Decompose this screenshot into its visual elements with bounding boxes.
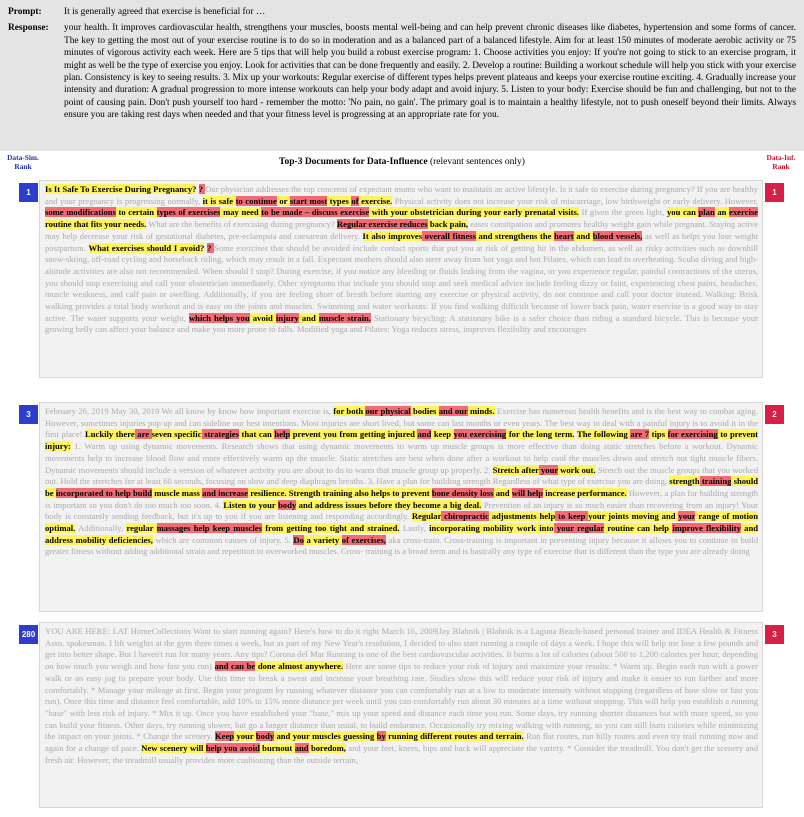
highlight-strong: routine that fits your needs. xyxy=(45,219,147,230)
highlight-influential: are xyxy=(134,429,152,440)
highlight-influential: of xyxy=(351,195,359,206)
prompt-row xyxy=(8,6,796,18)
highlight-strong: routine can help xyxy=(604,523,673,534)
highlight-strong: types xyxy=(327,195,352,206)
document-card xyxy=(39,180,763,378)
highlight-strong: and your muscles guessing xyxy=(274,731,377,742)
highlight-influential: to be made – discuss exercise xyxy=(261,207,370,218)
document-text: YOU ARE HERE: LAT HomeCollections Want to start running again? Here's how to do it right March 16, 2009|Jay Blahnik | Blahnik is a Laguna Beach-based personal trainer and IDEA Health & Fitness Assn. spokesman. I lift weights at the gym three times a week, but as part of my New Year's resolution, I decided to also start running a couple of days a week. I hope this will help me lose a few pounds and get into better shape. But I haven't run for many years. Any tips? Corona del Mar Running is one of the best cardiovascular activities. It burns a lot of calories (about 500 to 1,200 calories per hour, depending on how much you weigh and how fast you run) xyxy=(45,626,758,672)
highlight-strong: strength xyxy=(669,476,700,487)
highlight-influential: some modifications xyxy=(45,207,116,218)
document-text: as well as helps you lose weight postpartum. xyxy=(45,230,758,253)
highlight-strong: a variety xyxy=(303,534,342,545)
highlight-influential: improve flexibility xyxy=(672,523,741,534)
highlight-strong: increase performance. xyxy=(543,487,627,498)
highlight-influential: bone density loss xyxy=(431,487,494,498)
document-text: If given the green light, xyxy=(578,207,667,218)
document-text: Physical activity does not increase your risk of miscarriage, low birthweight or early delivery. However, xyxy=(392,195,758,206)
highlight-influential: ? xyxy=(207,242,215,253)
document-card xyxy=(39,622,763,808)
highlight-influential: which helps you xyxy=(188,312,250,323)
highlight-strong: bodies xyxy=(410,406,439,416)
highlight-strong: and xyxy=(298,312,319,323)
highlight-strong: adjustments help xyxy=(488,511,556,522)
highlight-influential: your xyxy=(538,464,559,475)
highlight-strong: with your obstetrician during your early prenatal visits. xyxy=(369,207,579,218)
highlight-strong: or xyxy=(276,195,290,206)
highlight-influential: exercise xyxy=(729,207,758,218)
response-text: your health. It improves cardiovascular health, strengthens your muscles, boosts mental well-being and can help prevent chronic diseases like diabetes, hypertension and some forms of cancer. The key to getting the most out of your exercise routine is to do so in moderation and as a balanced part of a balanced lifestyle. Aim for at least 150 minutes of moderate aerobic activity or 75 minutes of vigorous activity each week. Here are 5 tips that will help you build a robust exercise program: 1. Choose activities you enjoy: If you're not going to stick to an exercise program, it might as well be the type of exercise you enjoy. Look for activities that can be done frequently and easily. 2. Develop a routine: Building a workout schedule will help you stick with your exercise plan. Consistency is key to seeing results. 3. Mix up your workouts: Regular exercise of different types helps prevent plateaus and keeps your exercise routine exciting. 4. Gradually increase your intensity and duration: A gradual progression to more intense workouts can help your body adapt and avoid injury. 5. Listen to your body: Exercise should be fun and challenging, but not to the point of causing pain. Don't push yourself too hard - remember the motto: 'No pain, no gain'. The primary goal is to maintain a healthy lifestyle, not to push oneself beyond their limits. Always ensure you are taking rest days when needed and that your fitness level is progressing at an appropriate rate for you. xyxy=(64,23,796,121)
highlight-influential: your regular xyxy=(553,523,605,534)
documents-title-bold: Top-3 Documents for Data-Influence xyxy=(279,157,428,167)
highlight-influential: and our xyxy=(438,406,468,416)
highlight-influential: and increase xyxy=(202,487,249,498)
highlight-strong: minds. xyxy=(467,406,495,416)
highlight-strong: for the long term. xyxy=(506,429,575,440)
data-sim-rank-header: Data-Sim. Rank xyxy=(7,153,39,171)
document-text: 1. Warm up using dynamic movements. Research shows that using dynamic movements to warm up muscle groups is more effective than doing static stretches before a workout. Dynamic movements help to increase blood flow and more effectively warm up the muscle. Static stretches are best when done after a workout to help cool the muscles down and stretch out tight muscle fibers. Dynamic movements should include a version of whatever activity you are about to do to warm that muscle group up properly. 2. xyxy=(45,441,758,475)
highlight-strong: and address mobility deficiencies, xyxy=(45,523,759,545)
document-text: Here are some tips to reduce your risk of injury and maximize your results: * Warm up. Begin each run with a power walk or an easy jog to prepare your body. Use this time to break a sweat and increase your breathing rate. Studies show this will reduce your risk of injury and make it easier to run farther and more comfortably. * Manage your mileage at first. Begin your program by running whatever distance you can comfortably run at a low to moderate intensity without stopping (regardless of how slow or fast you run). Once this time and distance feel comfortable, add 10% to 15% more distance per week until you can comfortably run about 30 minutes at a time without stopping. This will help you establish a running "base" with less risk of injury. * Mix it up. Once you have established your "base," mix up your speed and distance each time you run. Some days, try running shorter distances but with more speed, so you can build your fitness. Other days, try running slower, but go a longer distance than usual, to build endurance. Occasionally try mixing walking with running, so you can still burn calories while minimizing the impact on your joints. * Change the scenery. xyxy=(45,661,759,742)
prompt-text: It is generally agreed that exercise is beneficial for … xyxy=(64,7,266,17)
highlight-influential: strategies xyxy=(201,429,239,440)
highlight-strong: and xyxy=(573,230,593,241)
highlight-influential: help xyxy=(274,429,291,440)
document-text: What are the benefits of exercising during pregnancy? xyxy=(146,219,337,230)
highlight-strong: from getting too tight and strained. xyxy=(261,523,400,534)
highlight-influential: chiropractic xyxy=(441,511,489,522)
highlight-strong: What exercises should I avoid? xyxy=(88,242,205,253)
highlight-influential: start most xyxy=(289,195,328,206)
document-text: February 26, 2019 May 30, 2019 We all know by know how important exercise is, xyxy=(45,406,334,416)
highlight-strong: Listen to your xyxy=(223,499,278,510)
highlight-influential: and can be xyxy=(214,661,256,672)
highlight-strong: keep xyxy=(431,429,454,440)
highlight-strong: The following xyxy=(577,429,631,440)
highlight-influential: of exercises, xyxy=(341,534,386,545)
highlight-strong: regular xyxy=(126,523,157,534)
highlight-strong: exercise. xyxy=(358,195,393,206)
document-text: aka cross-train. Cross-training is important in preventing injury because it allows you to continue to build greater fitness without adding additional strain and repetition to overworked muscles. Cross- training is a broad term and is basically any type of exercise that is different than the type you are already doing xyxy=(45,534,759,557)
highlight-strong: Regular xyxy=(411,511,442,522)
highlight-influential: body xyxy=(255,731,275,742)
inf-rank-badge: 1 xyxy=(765,183,784,202)
highlight-influential: you exercising xyxy=(453,429,507,440)
highlight-influential: body xyxy=(278,499,297,510)
highlight-influential: Regular exercise reduces xyxy=(336,219,428,230)
highlight-influential: help you avoid xyxy=(205,743,260,754)
highlight-influential: injury xyxy=(275,312,299,323)
highlight-strong: your joints moving and xyxy=(588,511,679,522)
sim-rank-badge: 3 xyxy=(19,405,38,424)
highlight-influential: for exercising xyxy=(667,429,718,440)
highlight-strong: done almost anywhere. xyxy=(255,661,343,672)
document-text: and your feet, knees, hips and back will appreciate the variety. * Consider the treadmill. You don't get the scenery and fresh air. However, the treadmill usually provides more cushioning than the outside terrain, xyxy=(45,743,758,765)
response-row xyxy=(8,22,796,121)
highlight-influential: plan xyxy=(698,207,715,218)
highlight-influential: will help xyxy=(511,487,544,498)
highlight-strong: work out. xyxy=(558,464,596,475)
highlight-influential: incorporated to help build xyxy=(55,487,153,498)
document-card xyxy=(39,402,763,612)
highlight-influential: training xyxy=(699,476,732,487)
inf-rank-badge: 3 xyxy=(765,625,784,644)
highlight-influential: and xyxy=(417,429,432,440)
highlight-strong: to certain xyxy=(115,207,157,218)
highlight-strong: your xyxy=(234,731,256,742)
highlight-strong: seven specific xyxy=(151,429,202,440)
prompt-response-panel xyxy=(0,0,804,151)
highlight-strong: It also improves xyxy=(362,230,423,241)
highlight-influential: types of exercises xyxy=(156,207,221,218)
highlight-strong: and xyxy=(493,487,512,498)
highlight-strong: to prevent injury: xyxy=(45,429,758,452)
highlight-influential: by xyxy=(376,731,386,742)
document-text: Additionally, xyxy=(75,523,127,534)
highlight-influential: your xyxy=(678,511,696,522)
document-text: Stationary bicycling: A stationary bike is a safer choice than riding a standard bicycle. This is because your growing belly can affect your balance and make you more prone to falls. Modified yoga and Pilates: Yoga reduces stress, improves flexibility and encourages xyxy=(45,312,759,335)
highlight-strong: for both xyxy=(333,406,366,416)
highlight-strong: may need xyxy=(220,207,262,218)
highlight-strong: you can xyxy=(666,207,699,218)
highlight-strong: Stretch after xyxy=(492,464,539,475)
document-text: which are common causes of injury. 5. xyxy=(152,534,294,545)
sim-rank-badge: 1 xyxy=(19,183,38,202)
data-inf-rank-header: Data-Inf. Rank xyxy=(766,153,796,171)
highlight-strong: it is safe xyxy=(202,195,236,206)
highlight-strong: New scenery will xyxy=(141,743,206,754)
highlight-influential: our physical xyxy=(365,406,411,416)
highlight-strong: prevent you from getting injured xyxy=(290,429,418,440)
highlight-strong: muscle mass xyxy=(152,487,203,498)
document-text: Run flat routes, run hilly routes and even try trail running now and again for a change of pace. xyxy=(45,731,758,754)
highlight-strong: back pain, xyxy=(427,219,469,230)
document-text: Lastly, xyxy=(399,523,430,534)
highlight-influential: overall fitness xyxy=(422,230,476,241)
highlight-influential: Do xyxy=(293,534,304,545)
highlight-strong: an xyxy=(714,207,730,218)
document-text: Prevention of an injury is so much easier than recovering from an injury! Your body is constantly sending feedback, but it's up to you if you are listening and responding accordingly. xyxy=(45,499,758,522)
highlight-strong: that can xyxy=(238,429,275,440)
highlight-influential: and xyxy=(294,743,309,754)
highlight-strong: and address issues before they become a big deal. xyxy=(296,499,482,510)
highlight-strong: boredom, xyxy=(308,743,346,754)
highlight-influential: heart xyxy=(554,230,574,241)
highlight-strong: avoid xyxy=(249,312,276,323)
document-text: Our physician addresses the top concerns of expectant mums who want to maintain an active lifestyle. Is it safe to exercise during pregnancy? If you are healthy and your pregnancy is progressing normally, xyxy=(45,184,758,206)
highlight-influential: to keep xyxy=(555,511,589,522)
highlight-strong: running different routes and terrain. xyxy=(385,731,524,742)
highlight-influential: massages help keep muscles xyxy=(156,523,262,534)
documents-title xyxy=(0,157,804,167)
document-text: Some exercises that should be avoided include contact sports that put you at risk of getting hit in the abdomen, as well as risky activities such as downhill snow-skiing, off-road cycling and horseback riding, which may result in a fall. Expectant mothers should also steer away from hot yoga and hot Pilates, which can lead to overheating. Scuba diving and high-altitude activities are also not recommended. When should I stop? During exercise, if you notice any bleeding or fluids leaking from the vagina, or you experience regular, painful contractions of the uterus, you should stop exercising and call your obstetrician immediately. Other symptoms that include you should stop and seek medical advice include feeling dizzy or faint, experiencing chest pains, headaches, muscle weakness, and calf pain or swelling. Additionally, if you are feeling short of breath before starting any exercise or physical activity, do not continue and call your doctor instead. Walking: Brisk walking provides a total body workout and is easy on the joints and muscles. Swimming and water workouts: If you find walking difficult because of lower back pain, water exercise is a good way to stay active. The water supports your weight, xyxy=(45,242,758,323)
highlight-strong: incorporating mobility work into xyxy=(429,523,554,534)
document-text: Stretch out the muscle groups that you worked out. Hold the stretches for at least 60 seconds, focusing on slow and deep diaphragm breaths. 3. Have a plan for building strength Regardless of what type of exercise you are doing, xyxy=(45,464,758,487)
prompt-label: Prompt: xyxy=(8,7,42,17)
document-text: eases constipation and promotes healthy weight gain while pregnant. Staying active may help decrease your risk of gestational diabetes, pre-eclampsia and caesarean delivery. xyxy=(45,219,759,241)
inf-rank-badge: 2 xyxy=(765,405,784,424)
highlight-influential: are 7 xyxy=(630,429,650,440)
highlight-influential: ? xyxy=(198,184,206,194)
highlight-strong: range of motion optimal. xyxy=(45,511,759,534)
documents-title-rest: (relevant sentences only) xyxy=(427,157,525,167)
highlight-strong: Is It Safe To Exercise During Pregnancy? xyxy=(45,184,197,194)
highlight-influential: Keep xyxy=(214,731,235,742)
highlight-strong: tips xyxy=(649,429,668,440)
document-text: Exercise has numerous health benefits and is the best way to combat aging. However, sometimes injuries pop up and can sideline our best intentions. Most injuries are short lived, but some can last months or even years. The best way to deal with a painful injury is to avoid it in the first place! xyxy=(45,406,758,440)
highlight-influential: blood vessels, xyxy=(592,230,643,241)
highlight-influential: muscle strain. xyxy=(318,312,371,323)
document-text: However, a plan for building strength is important so you don't do too much too soon. 4. xyxy=(45,487,759,510)
response-label: Response: xyxy=(8,23,49,34)
highlight-strong: and strengthens the xyxy=(475,230,555,241)
highlight-influential: to continue xyxy=(235,195,277,206)
highlight-strong: Luckily there xyxy=(85,429,135,440)
highlight-strong: should be xyxy=(45,476,759,498)
sim-rank-badge: 280 xyxy=(19,625,38,644)
highlight-strong: burnout xyxy=(259,743,295,754)
highlight-strong: resilience. Strength training also helps to prevent xyxy=(248,487,432,498)
